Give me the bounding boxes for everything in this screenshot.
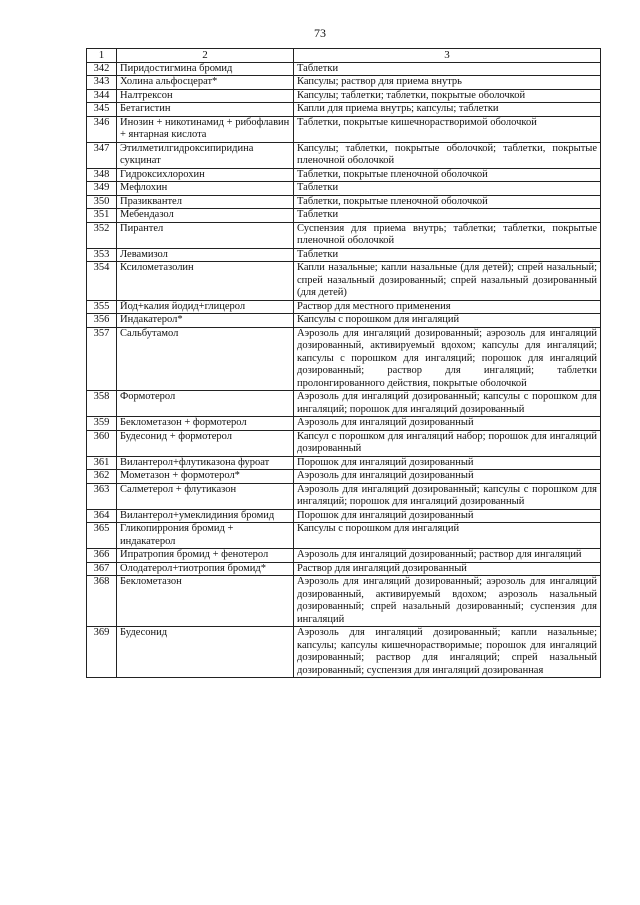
dosage-form: Аэрозоль для ингаляций дозированный: [294, 417, 601, 431]
table-row: [87, 483, 601, 509]
table-row: [87, 300, 601, 314]
dosage-form: Раствор для ингаляций дозированный: [294, 562, 601, 576]
row-number: 366: [87, 549, 117, 563]
dosage-form: Порошок для ингаляций дозированный: [294, 456, 601, 470]
drug-name: Будесонид: [117, 627, 294, 678]
table-row: [87, 222, 601, 248]
row-number: 352: [87, 222, 117, 248]
dosage-form: Таблетки, покрытые пленочной оболочкой: [294, 168, 601, 182]
table-row: [87, 523, 601, 549]
dosage-form: Аэрозоль для ингаляций дозированный; капсулы с порошком для ингаляций; порошок для ингаляций дозированный: [294, 391, 601, 417]
table-row: [87, 182, 601, 196]
drug-name: Вилантерол+умеклидиния бромид: [117, 509, 294, 523]
table-row: [87, 209, 601, 223]
table-row: [87, 195, 601, 209]
dosage-form: Капсулы; раствор для приема внутрь: [294, 76, 601, 90]
dosage-form: Аэрозоль для ингаляций дозированный; аэрозоль для ингаляций дозированный, активируемый вдохом; капсулы для ингаляций; капсулы с порошком для ингаляций; порошок для ингаляций дозированный; раствор для ингаляций; таблетки пролонгированного действия, покрытые оболочкой: [294, 327, 601, 391]
drug-name: Бетагистин: [117, 103, 294, 117]
dosage-form: Таблетки: [294, 182, 601, 196]
table-row: [87, 470, 601, 484]
dosage-form: Капли для приема внутрь; капсулы; таблетки: [294, 103, 601, 117]
dosage-form: Аэрозоль для ингаляций дозированный; капсулы с порошком для ингаляций; порошок для ингаляций дозированный: [294, 483, 601, 509]
table-row: [87, 248, 601, 262]
row-number: 347: [87, 142, 117, 168]
dosage-form: Порошок для ингаляций дозированный: [294, 509, 601, 523]
page-number: 73: [314, 26, 326, 40]
drug-name: Сальбутамол: [117, 327, 294, 391]
drug-name: Гидроксихлорохин: [117, 168, 294, 182]
drug-name: Беклометазон + формотерол: [117, 417, 294, 431]
table-row: [87, 391, 601, 417]
drug-name: Мометазон + формотерол*: [117, 470, 294, 484]
drug-name: Ипратропия бромид + фенотерол: [117, 549, 294, 563]
row-number: 344: [87, 89, 117, 103]
drug-name: Холина альфосцерат*: [117, 76, 294, 90]
dosage-form: Аэрозоль для ингаляций дозированный: [294, 470, 601, 484]
dosage-form: Аэрозоль для ингаляций дозированный; раствор для ингаляций: [294, 549, 601, 563]
row-number: 350: [87, 195, 117, 209]
table-header-row: [87, 49, 601, 63]
row-number: 348: [87, 168, 117, 182]
row-number: 359: [87, 417, 117, 431]
row-number: 353: [87, 248, 117, 262]
row-number: 364: [87, 509, 117, 523]
table-row: [87, 262, 601, 301]
drug-name: Салметерол + флутиказон: [117, 483, 294, 509]
row-number: 351: [87, 209, 117, 223]
row-number: 355: [87, 300, 117, 314]
table-row: [87, 456, 601, 470]
drug-name: Ксилометазолин: [117, 262, 294, 301]
row-number: 356: [87, 314, 117, 328]
dosage-form: Аэрозоль для ингаляций дозированный; капли назальные; капсулы; капсулы кишечнорастворимые; порошок для ингаляций дозированный; раствор для ингаляций; спрей назальный дозированный; суспензия для ингаляций дозированная: [294, 627, 601, 678]
table-row: [87, 430, 601, 456]
drug-name: Инозин + никотинамид + рибофлавин + янтарная кислота: [117, 116, 294, 142]
dosage-form: Таблетки, покрытые пленочной оболочкой: [294, 195, 601, 209]
table-row: [87, 142, 601, 168]
dosage-form: Капсулы; таблетки, покрытые оболочкой; таблетки, покрытые пленочной оболочкой: [294, 142, 601, 168]
drug-list-table: [86, 48, 601, 678]
column-header-form: 3: [294, 49, 601, 63]
drug-name: Беклометазон: [117, 576, 294, 627]
dosage-form: Таблетки: [294, 248, 601, 262]
table-row: [87, 576, 601, 627]
row-number: 358: [87, 391, 117, 417]
row-number: 354: [87, 262, 117, 301]
row-number: 363: [87, 483, 117, 509]
dosage-form: Капсулы с порошком для ингаляций: [294, 314, 601, 328]
drug-name: Празиквантел: [117, 195, 294, 209]
row-number: 357: [87, 327, 117, 391]
drug-name: Индакатерол*: [117, 314, 294, 328]
table-row: [87, 509, 601, 523]
drug-name: Вилантерол+флутиказона фуроат: [117, 456, 294, 470]
table-row: [87, 62, 601, 76]
drug-name: Мефлохин: [117, 182, 294, 196]
row-number: 360: [87, 430, 117, 456]
dosage-form: Капли назальные; капли назальные (для детей); спрей назальный; спрей назальный дозированный; спрей назальный дозированный (для детей): [294, 262, 601, 301]
drug-name: Левамизол: [117, 248, 294, 262]
row-number: 342: [87, 62, 117, 76]
row-number: 343: [87, 76, 117, 90]
table-body: [87, 62, 601, 678]
table-row: [87, 314, 601, 328]
dosage-form: Суспензия для приема внутрь; таблетки; таблетки, покрытые пленочной оболочкой: [294, 222, 601, 248]
dosage-form: Капсул с порошком для ингаляций набор; порошок для ингаляций дозированный: [294, 430, 601, 456]
dosage-form: Капсулы с порошком для ингаляций: [294, 523, 601, 549]
dosage-form: Таблетки, покрытые кишечнорастворимой оболочкой: [294, 116, 601, 142]
drug-name: Олодатерол+тиотропия бромид*: [117, 562, 294, 576]
drug-name: Формотерол: [117, 391, 294, 417]
row-number: 345: [87, 103, 117, 117]
table-row: [87, 168, 601, 182]
dosage-form: Раствор для местного применения: [294, 300, 601, 314]
table-row: [87, 417, 601, 431]
row-number: 369: [87, 627, 117, 678]
dosage-form: Капсулы; таблетки; таблетки, покрытые оболочкой: [294, 89, 601, 103]
column-header-name: 2: [117, 49, 294, 63]
drug-name: Гликопиррония бромид + индакатерол: [117, 523, 294, 549]
row-number: 362: [87, 470, 117, 484]
dosage-form: Аэрозоль для ингаляций дозированный; аэрозоль для ингаляций дозированный, активируемый вдохом; аэрозоль назальный дозированный; спрей назальный дозированный; суспензия для ингаляций: [294, 576, 601, 627]
row-number: 368: [87, 576, 117, 627]
drug-name: Йод+калия йодид+глицерол: [117, 300, 294, 314]
table-row: [87, 76, 601, 90]
drug-name: Пиридостигмина бромид: [117, 62, 294, 76]
table-row: [87, 89, 601, 103]
dosage-form: Таблетки: [294, 62, 601, 76]
row-number: 349: [87, 182, 117, 196]
row-number: 346: [87, 116, 117, 142]
table-row: [87, 562, 601, 576]
table-row: [87, 549, 601, 563]
table-row: [87, 627, 601, 678]
row-number: 361: [87, 456, 117, 470]
row-number: 365: [87, 523, 117, 549]
table-row: [87, 327, 601, 391]
drug-name: Этилметилгидроксипиридина сукцинат: [117, 142, 294, 168]
drug-name: Будесонид + формотерол: [117, 430, 294, 456]
drug-name: Пирантел: [117, 222, 294, 248]
row-number: 367: [87, 562, 117, 576]
drug-name: Мебендазол: [117, 209, 294, 223]
drug-name: Налтрексон: [117, 89, 294, 103]
table-row: [87, 116, 601, 142]
dosage-form: Таблетки: [294, 209, 601, 223]
column-header-number: 1: [87, 49, 117, 63]
table-row: [87, 103, 601, 117]
